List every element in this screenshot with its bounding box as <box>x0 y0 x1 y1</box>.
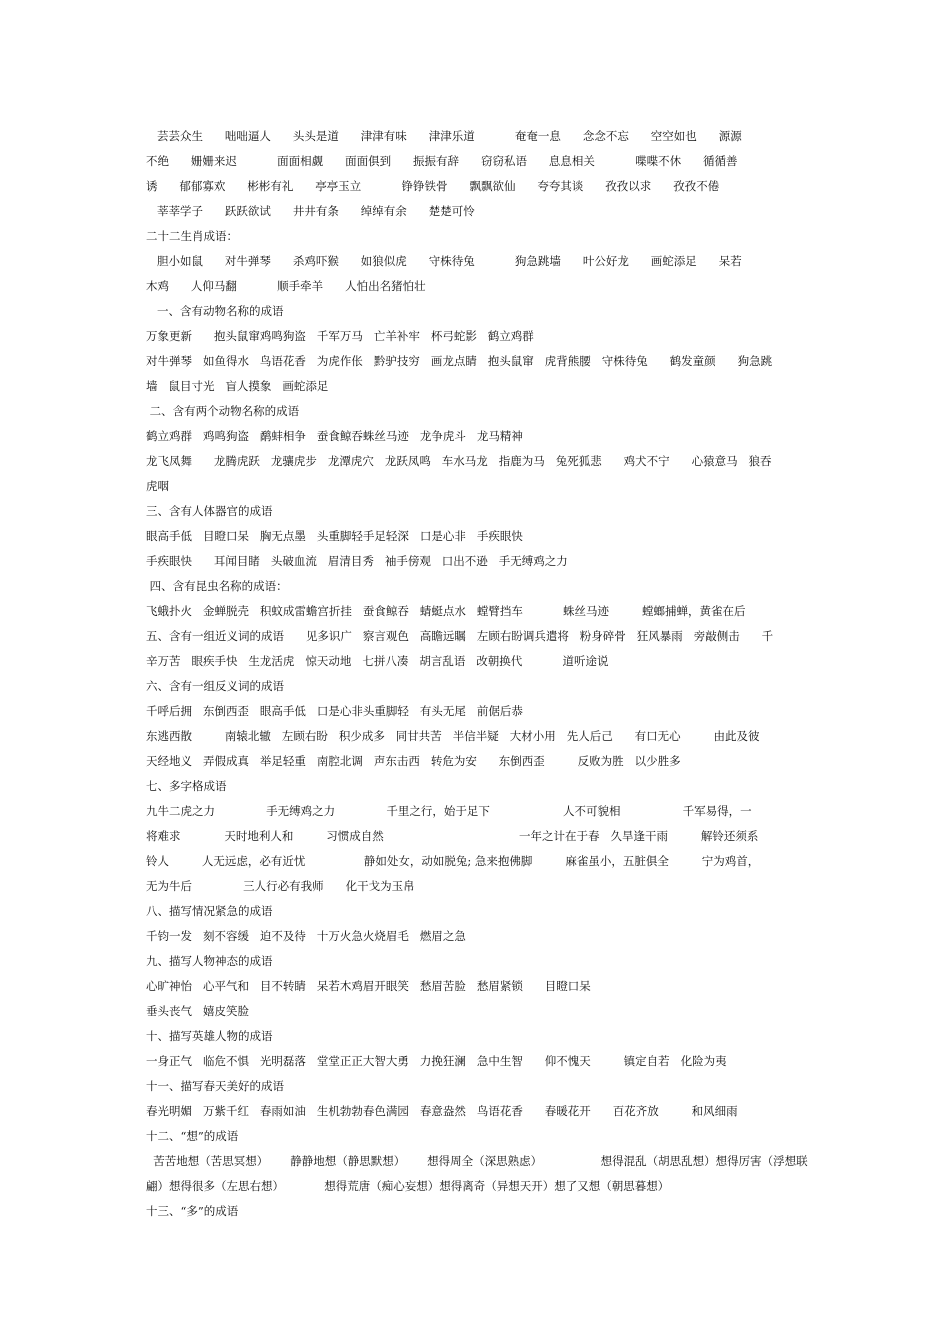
text-line: 春光明媚 万紫千红 春雨如油 生机勃勃春色满园 春意盎然 鸟语花香 春暖花开 百花齐放 和风细雨 <box>146 1104 738 1118</box>
text-line: 眼高手低 目瞪口呆 胸无点墨 头重脚轻手足轻深 口是心非 手疾眼快 <box>146 529 523 543</box>
section-heading: 六、含有一组反义词的成语 <box>146 679 284 693</box>
text-line: 垂头丧气 嬉皮笑脸 <box>146 1004 249 1018</box>
section-heading: 四、含有昆虫名称的成语： <box>146 579 288 593</box>
text-line: 龙飞凤舞 龙腾虎跃 龙骧虎步 龙潭虎穴 龙跃凤鸣 车水马龙 指鹿为马 兔死狐悲 鸡犬不宁 心猿意马 狼吞 <box>146 454 772 468</box>
section-heading: 十、描写英雄人物的成语 <box>146 1029 273 1043</box>
section-heading: 八、描写情况紧急的成语 <box>146 904 273 918</box>
text-line: 一身正气 临危不惧 光明磊落 堂堂正正大智大勇 力挽狂澜 急中生智 仰不愧天 镇定自若 化险为夷 <box>146 1054 727 1068</box>
text-line: 木鸡 人仰马翻 顺手牵羊 人怕出名猪怕壮 <box>146 279 426 293</box>
text-line: 对牛弹琴 如鱼得水 鸟语花香 为虎作伥 黔驴技穷 画龙点睛 抱头鼠窜 虎背熊腰 守株待兔 鹤发童颜 狗急跳 <box>146 354 773 368</box>
section-heading: 二、含有两个动物名称的成语 <box>146 404 300 418</box>
text-line: 苦苦地想（苦思冥想） 静静地想（静思默想） 想得周全（深思熟虑） 想得混乱（胡思乱想）想得厉害（浮想联 <box>146 1154 808 1168</box>
text-line: 将难求 天时地利人和 习惯成自然 一年之计在于春 久旱逢干雨 解铃还须系 <box>146 829 759 843</box>
text-line: 五、含有一组近义词的成语 见多识广 察言观色 高瞻远瞩 左顾右盼调兵遣将 粉身碎骨 狂风暴雨 旁敲侧击 千 <box>146 629 774 643</box>
text-line: 九牛二虎之力 手无缚鸡之力 千里之行，始于足下 人不可貌相 千军易得，一 <box>146 804 752 818</box>
section-heading: 七、多字格成语 <box>146 779 227 793</box>
text-line: 手疾眼快 耳闻目睹 头破血流 眉清目秀 袖手傍观 口出不逊 手无缚鸡之力 <box>146 554 568 568</box>
section-heading: 一、含有动物名称的成语 <box>146 304 284 318</box>
text-line: 翩）想得很多（左思右想） 想得荒唐（痴心妄想）想得离奇（异想天开）想了又想（朝思暮想） <box>146 1179 670 1193</box>
text-line: 胆小如鼠 对牛弹琴 杀鸡吓猴 如狼似虎 守株待兔 狗急跳墙 叶公好龙 画蛇添足 呆若 <box>146 254 742 268</box>
text-line: 诱 郁郁寡欢 彬彬有礼 亭亭玉立 铮铮铁骨 飘飘欲仙 夸夸其谈 孜孜以求 孜孜不倦 <box>146 179 720 193</box>
text-line: 天经地义 弄假成真 举足轻重 南腔北调 声东击西 转危为安 东倒西歪 反败为胜 以少胜多 <box>146 754 681 768</box>
section-heading: 九、描写人物神态的成语 <box>146 954 273 968</box>
section-heading: 十一、描写春天美好的成语 <box>146 1079 284 1093</box>
text-line: 芸芸众生 咄咄逼人 头头是道 津津有味 津津乐道 奄奄一息 念念不忘 空空如也 源源 <box>146 129 742 143</box>
text-line: 东逃西散 南辕北辙 左顾右盼 积少成多 同甘共苦 半信半疑 大材小用 先人后己 有口无心 由此及彼 <box>146 729 760 743</box>
text-line: 心旷神怡 心平气和 目不转睛 呆若木鸡眉开眼笑 愁眉苦脸 愁眉紧锁 目瞪口呆 <box>146 979 591 993</box>
section-heading: 二十二生肖成语： <box>146 229 238 243</box>
text-line: 飞蛾扑火 金蝉脱壳 积蚊成雷蟾宫折挂 蚕食鲸吞 蜻蜓点水 螳臂挡车 蛛丝马迹 螳螂捕蝉，黄雀在后 <box>146 604 746 618</box>
section-heading: 十二、“想”的成语 <box>146 1129 239 1143</box>
text-line: 千呼后拥 东倒西歪 眼高手低 口是心非头重脚轻 有头无尾 前倨后恭 <box>146 704 523 718</box>
text-line: 辛万苦 眼疾手快 生龙活虎 惊天动地 七拼八凑 胡言乱语 改朝换代 道听途说 <box>146 654 609 668</box>
text-line: 万象更新 抱头鼠窜鸡鸣狗盗 千军万马 亡羊补牢 杯弓蛇影 鹤立鸡群 <box>146 329 534 343</box>
text-line: 虎咽 <box>146 479 169 493</box>
text-line: 不绝 姗姗来迟 面面相觑 面面俱到 振振有辞 窃窃私语 息息相关 喋喋不休 循循善 <box>146 154 738 168</box>
text-line: 莘莘学子 跃跃欲试 井井有条 绰绰有余 楚楚可怜 <box>146 204 475 218</box>
section-heading: 十三、“多”的成语 <box>146 1204 239 1218</box>
text-line: 千钧一发 刻不容缓 迫不及待 十万火急火烧眉毛 燃眉之急 <box>146 929 466 943</box>
section-heading: 三、含有人体器官的成语 <box>146 504 273 518</box>
text-line: 无为牛后 三人行必有我师 化干戈为玉帛 <box>146 879 415 893</box>
text-line: 墙 鼠目寸光 盲人摸象 画蛇添足 <box>146 379 329 393</box>
text-line: 铃人 人无远虑，必有近忧 静如处女，动如脱兔; 急来抱佛脚 麻雀虽小，五脏俱全 宁为鸡首， <box>146 854 760 868</box>
text-line: 鹤立鸡群 鸡鸣狗盗 鹬蚌相争 蚕食鲸吞蛛丝马迹 龙争虎斗 龙马精神 <box>146 429 523 443</box>
